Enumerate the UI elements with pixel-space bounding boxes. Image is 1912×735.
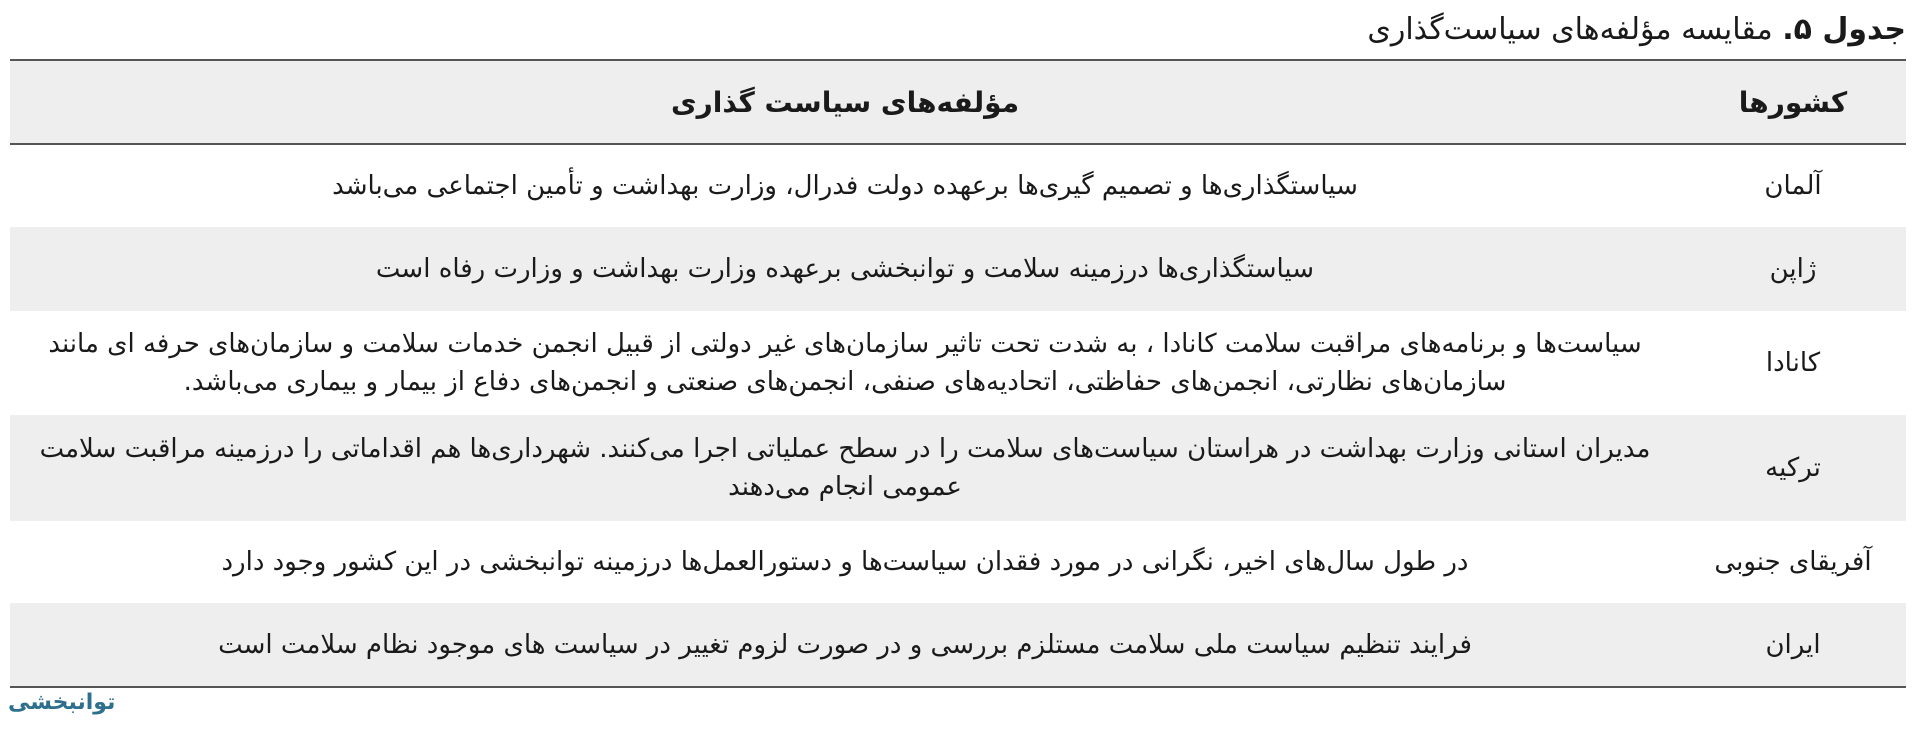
table-header-row [10,60,1906,144]
country-cell: آلمان [1764,171,1822,201]
header-country: کشورها [1680,60,1906,144]
table-row [10,144,1906,227]
country-cell: ژاپن [1769,254,1817,284]
caption-text: مقایسه مؤلفه‌های سیاست‌گذاری [1367,12,1783,47]
table-caption [1367,10,1906,50]
table-row [10,415,1906,521]
table-row [10,227,1906,311]
components-cell: فرایند تنظیم سیاست ملی سلامت مستلزم بررسی و در صورت لزوم تغییر در سیاست های موجود نظام سلامت است [10,603,1680,687]
country-cell: آفریقای جنوبی [1714,547,1872,577]
table-row [10,521,1906,603]
components-cell: سیاست‌ها و برنامه‌های مراقبت سلامت کانادا ، به شدت تحت تاثیر سازمان‌های غیر دولتی از قبیل انجمن خدمات سلامت و سازمان‌های حرفه ای مانند سازمان‌های نظارتی، انجمن‌های حفاظتی، اتحادیه‌های صنفی، انجمن‌های صنعتی و انجمن‌های دفاع از بیمار و بیماری می‌باشد. [48,329,1642,397]
header-components: مؤلفه‌های سیاست گذاری [10,60,1680,144]
country-cell: ایران [1680,603,1906,687]
comparison-table [10,59,1906,688]
table-row [10,311,1906,415]
caption-label: جدول ۵. [1782,12,1906,47]
comparison-table-container [10,59,1906,688]
components-cell: سیاستگذاری‌ها درزمینه سلامت و توانبخشی برعهده وزارت بهداشت و وزارت رفاه است [375,254,1315,284]
journal-logo: توانبخشی [8,690,116,715]
table-row [10,603,1906,687]
components-cell: سیاستگذاری‌ها و تصمیم گیری‌ها برعهده دولت فدرال، وزارت بهداشت و تأمین اجتماعی می‌باشد [332,171,1358,201]
components-cell: در طول سال‌های اخیر، نگرانی در مورد فقدان سیاست‌ها و دستورالعمل‌ها درزمینه توانبخشی در این کشور وجود دارد [221,547,1469,577]
components-cell: مدیران استانی وزارت بهداشت در هراستان سیاست‌های سلامت را در سطح عملیاتی اجرا می‌کنند. شهرداری‌ها هم اقداماتی را درزمینه مراقبت سلامت عمومی انجام می‌دهند [39,434,1651,502]
country-cell: ترکیه [1765,453,1821,483]
country-cell: کانادا [1765,348,1821,378]
